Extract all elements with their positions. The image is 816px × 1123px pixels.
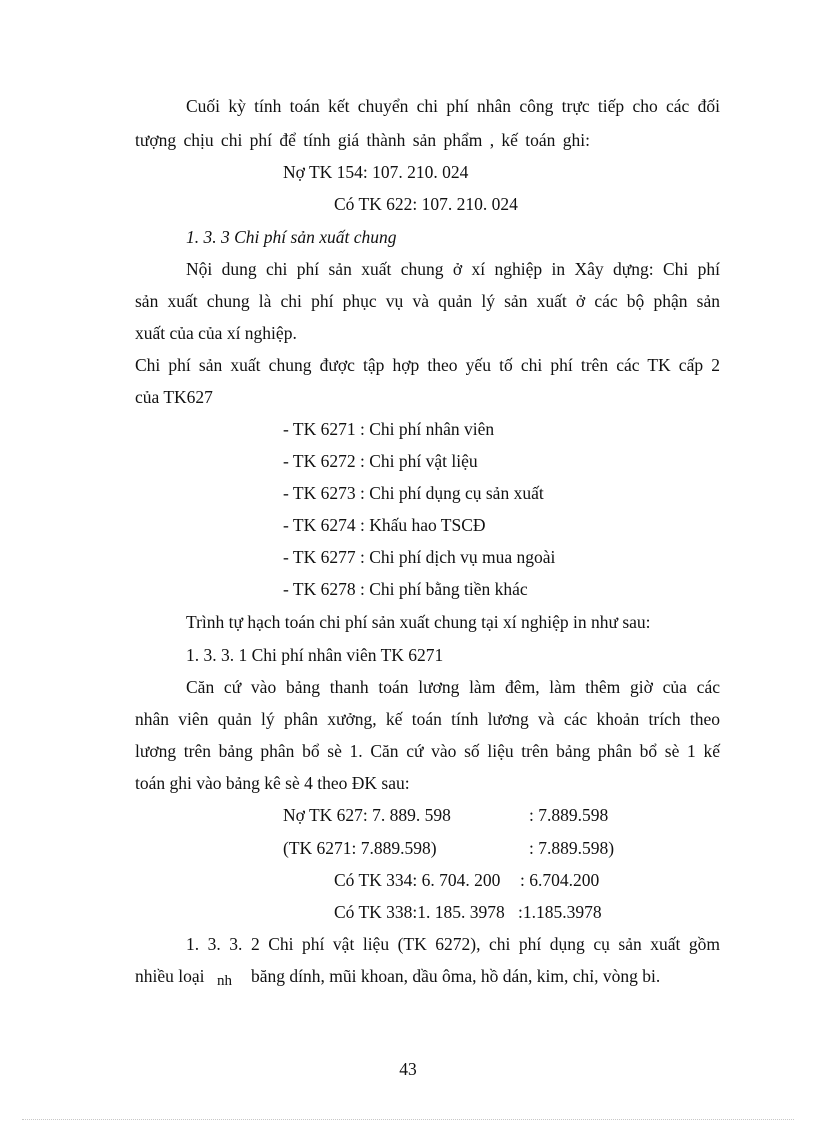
entry-right: :1.185.3978 [518, 902, 602, 922]
entry-left: Có TK 338:1. 185. 3978 [334, 902, 505, 922]
entry-right: : 7.889.598 [529, 805, 609, 825]
paragraph-line: Chi phí sản xuất chung được tập hợp theo yếu tố chi phí trên các TK cấp 2 [135, 355, 720, 375]
list-item: - TK 6271 : Chi phí nhân viên [283, 419, 495, 439]
paragraph-line: xuất của của xí nghiệp. [135, 323, 297, 343]
entry-right: : 7.889.598) [529, 838, 615, 858]
list-item: - TK 6274 : Khấu hao TSCĐ [283, 515, 486, 535]
subsection-heading: 1. 3. 3. 1 Chi phí nhân viên TK 6271 [186, 645, 444, 665]
paragraph-line: Nội dung chi phí sản xuất chung ở xí nghiệp in Xây dựng: Chi phí [186, 259, 720, 279]
section-heading: 1. 3. 3 Chi phí sản xuất chung [186, 227, 397, 247]
entry-left: (TK 6271: 7.889.598) [283, 838, 437, 858]
list-item: - TK 6272 : Chi phí vật liệu [283, 451, 478, 471]
paragraph-line: Trình tự hạch toán chi phí sản xuất chung tại xí nghiệp in như sau: [186, 612, 651, 632]
paragraph-line: tượng chịu chi phí để tính giá thành sản phẩm , kế toán ghi: [135, 130, 590, 150]
page-bottom-divider [22, 1119, 794, 1120]
paragraph-line: Cuối kỳ tính toán kết chuyển chi phí nhân công trực tiếp cho các đối [186, 96, 720, 116]
entry-left: Có TK 334: 6. 704. 200 [334, 870, 501, 890]
list-item: - TK 6277 : Chi phí dịch vụ mua ngoài [283, 547, 556, 567]
paragraph-line: Căn cứ vào bảng thanh toán lương làm đêm, làm thêm giờ của các [186, 677, 720, 697]
paragraph-line: của TK627 [135, 387, 213, 407]
journal-entry-debit: Nợ TK 154: 107. 210. 024 [283, 162, 469, 182]
journal-entry-credit: Có TK 622: 107. 210. 024 [334, 194, 518, 214]
paragraph-line: sản xuất chung là chi phí phục vụ và quản lý sản xuất ở các bộ phận sản [135, 291, 720, 311]
paragraph-line: toán ghi vào bảng kê sè 4 theo ĐK sau: [135, 773, 410, 793]
paragraph-line: nhân viên quản lý phân xưởng, kế toán tính lương và các khoản trích theo [135, 709, 720, 729]
entry-right: : 6.704.200 [520, 870, 600, 890]
list-item: - TK 6273 : Chi phí dụng cụ sản xuất [283, 483, 544, 503]
paragraph-line: nhiều loại [135, 966, 205, 986]
stray-fragment: nh [217, 973, 232, 989]
list-item: - TK 6278 : Chi phí bằng tiền khác [283, 579, 528, 599]
entry-left: Nợ TK 627: 7. 889. 598 [283, 805, 451, 825]
page-number: 43 [399, 1059, 417, 1079]
paragraph-line: băng dính, mũi khoan, dầu ôma, hồ dán, kim, chỉ, vòng bi. [251, 966, 661, 986]
paragraph-line: lương trên bảng phân bổ sè 1. Căn cứ vào số liệu trên bảng phân bổ sè 1 kế [135, 741, 720, 761]
paragraph-line: 1. 3. 3. 2 Chi phí vật liệu (TK 6272), chi phí dụng cụ sản xuất gồm [186, 934, 720, 954]
